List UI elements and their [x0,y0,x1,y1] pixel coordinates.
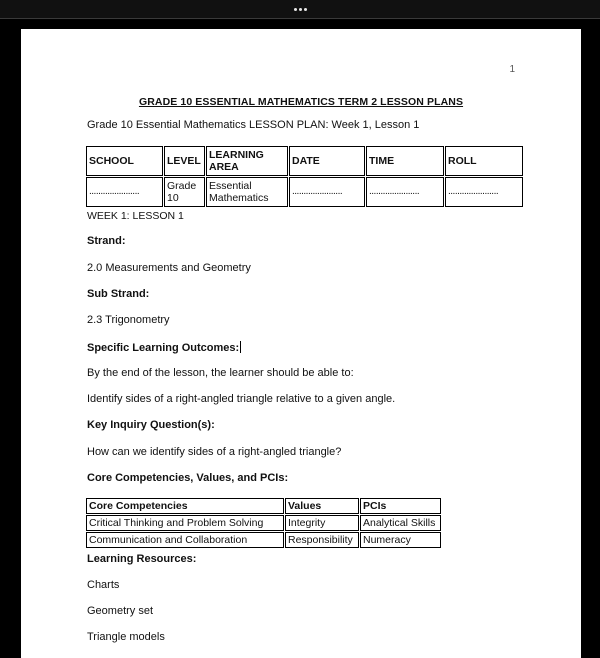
strand-label: Strand: [87,235,126,247]
lesson-subtitle: Grade 10 Essential Mathematics LESSON PLAN: Week 1, Lesson 1 [87,119,420,131]
table-row [86,532,441,548]
header-core-competencies: Core Competencies [86,498,284,514]
header-roll: ROLL [445,146,523,176]
page-number: 1 [509,64,515,75]
resource-item: Geometry set [87,605,154,617]
competencies-table [85,497,442,549]
slo-intro: By the end of the lesson, the learner should be able to: [87,367,354,379]
core-label: Core Competencies, Values, and PCIs: [87,472,289,484]
header-pcis: PCIs [360,498,441,514]
week-lesson: WEEK 1: LESSON 1 [87,210,184,222]
sub-strand-value: 2.3 Trigonometry [87,314,170,326]
header-learning-area: LEARNING AREA [206,146,288,176]
header-date: DATE [289,146,365,176]
roll-value: ...................... [445,177,523,207]
sub-strand-label: Sub Strand: [87,288,150,300]
resource-item: Charts [87,579,120,591]
text-cursor [240,341,241,353]
header-values: Values [285,498,359,514]
kiq-label: Key Inquiry Question(s): [87,419,215,431]
pci-cell: Numeracy [360,532,441,548]
date-value: ...................... [289,177,365,207]
competency-cell: Critical Thinking and Problem Solving [86,515,284,531]
slo-label-text: Specific Learning Outcomes: [87,342,240,354]
lesson-info-table [85,145,524,208]
slo-item: Identify sides of a right-angled triangle relative to a given angle. [87,393,396,405]
header-school: SCHOOL [86,146,163,176]
competency-cell: Communication and Collaboration [86,532,284,548]
top-toolbar [0,0,600,19]
value-cell: Integrity [285,515,359,531]
more-options-icon[interactable] [294,8,307,11]
learning-area-value: Essential Mathematics [206,177,288,207]
value-cell: Responsibility [285,532,359,548]
document-page [21,29,581,658]
kiq-value: How can we identify sides of a right-angled triangle? [87,446,342,458]
resource-item: Triangle models [87,631,165,643]
table-row [86,177,523,207]
resources-label: Learning Resources: [87,553,197,565]
table-row [86,515,441,531]
pci-cell: Analytical Skills [360,515,441,531]
table-header-row [86,498,441,514]
header-level: LEVEL [164,146,205,176]
slo-label[interactable] [87,341,241,354]
header-time: TIME [366,146,444,176]
table-header-row [86,146,523,176]
time-value: ...................... [366,177,444,207]
document-title: GRADE 10 ESSENTIAL MATHEMATICS TERM 2 LESSON PLANS [138,96,464,108]
school-value: ...................... [86,177,163,207]
strand-value: 2.0 Measurements and Geometry [87,262,251,274]
level-value: Grade 10 [164,177,205,207]
